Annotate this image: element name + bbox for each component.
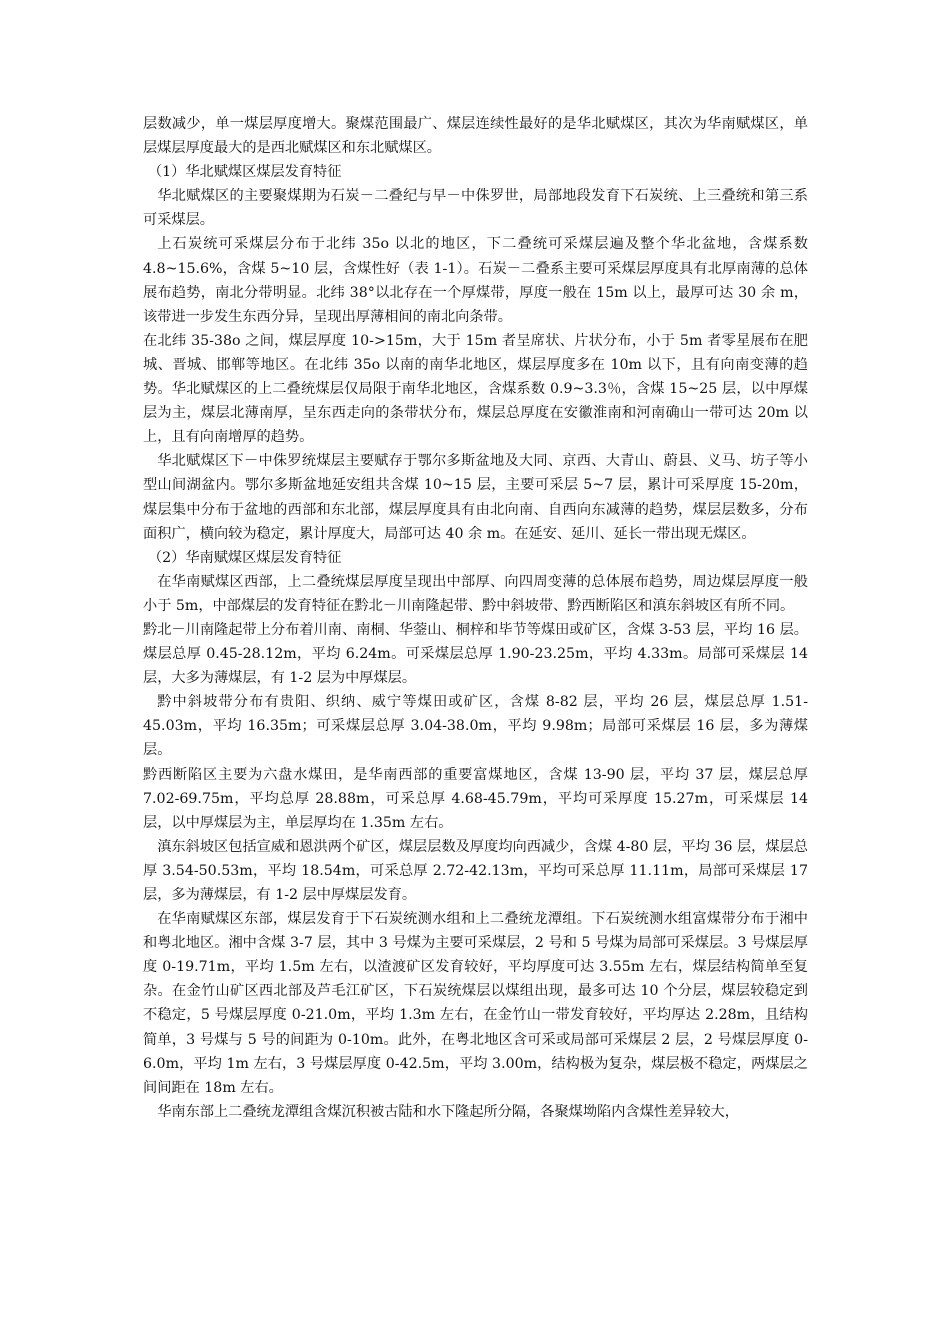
section-heading-north-china: （1）华北赋煤区煤层发育特征 bbox=[147, 164, 342, 181]
paragraph-latitude-35-38: 在北纬 35-38o 之间，煤层厚度 10->15m，大于 15m 者呈席状、片状分布，小于 5m 者零星展布在肥城、晋城、邯郸等地区。在北纬 35o 以南的南华北地区，煤层厚度多在 10m 以下，且有向南变薄的趋势。华北赋煤区的上二叠统煤层仅局限于南华北地区，含煤系数 0.9~3.3％，含煤 15~25 层，以中厚煤层为主，煤层北薄南厚，呈东西走向的条带状分布，煤层总厚度在安徽淮南和河南确山一带可达 20m 以上，且有向南增厚的趋势。 bbox=[143, 332, 808, 446]
paragraph-coal-overview: 层数减少，单一煤层厚度增大。聚煤范围最广、煤层连续性最好的是华北赋煤区，其次为华南赋煤区，单层煤层厚度最大的是西北赋煤区和东北赋煤区。 bbox=[143, 116, 808, 157]
paragraph-upper-carboniferous: 上石炭统可采煤层分布于北纬 35o 以北的地区，下二叠统可采煤层遍及整个华北盆地，含煤系数 4.8~15.6%，含煤 5~10 层，含煤性好（表 1-1）。石炭－二叠系主要可采煤层厚度具有北厚南薄的总体展布趋势，南北分带明显。北纬 38°以北存在一个厚煤带，厚度一般在 15m 以上，最厚可达 30 余 m，该带进一步发生东西分异，呈现出厚薄相间的南北向条带。 bbox=[143, 236, 808, 325]
paragraph-north-china-main-period: 华北赋煤区的主要聚煤期为石炭－二叠纪与早－中侏罗世，局部地段发育下石炭统、上三叠统和第三系可采煤层。 bbox=[143, 188, 808, 229]
paragraph-qianbei-uplift: 黔北－川南隆起带上分布着川南、南桐、华蓥山、桐梓和毕节等煤田或矿区，含煤 3-53 层，平均 16 层。煤层总厚 0.45-28.12m，平均 6.24m。可采煤层总厚 1.90-23.25m，平均 4.33m。局部可采煤层 14 层，大多为薄煤层，有 1-2 层为中厚煤层。 bbox=[143, 621, 808, 687]
document-page bbox=[143, 112, 808, 1124]
paragraph-jurassic-ordos: 华北赋煤区下－中侏罗统煤层主要赋存于鄂尔多斯盆地及大同、京西、大青山、蔚县、义马、坊子等小型山间湖盆内。鄂尔多斯盆地延安组共含煤 10~15 层，主要可采层 5~7 层，累计可采厚度 15-20m，煤层集中分布于盆地的西部和东北部，煤层厚度具有由北向南、自西向东减薄的趋势，煤层层数多，分布面积广，横向较为稳定，累计厚度大，局部可达 40 余 m。在延安、延川、延长一带出现无煤区。 bbox=[143, 453, 808, 542]
paragraph-longtan-formation: 华南东部上二叠统龙潭组含煤沉积被古陆和水下隆起所分隔，各聚煤坳陷内含煤性差异较大， bbox=[157, 1103, 739, 1120]
paragraph-diandong-slope: 滇东斜坡区包括宣威和恩洪两个矿区，煤层层数及厚度均向西减少，含煤 4-80 层，平均 36 层，煤层总厚 3.54-50.53m，平均 18.54m，可采总厚 2.72-42.13m，平均可采总厚 11.11m，局部可采煤层 17 层，多为薄煤层，有 1-2 层中厚煤层发育。 bbox=[143, 838, 808, 903]
section-heading-south-china: （2）华南赋煤区煤层发育特征 bbox=[147, 549, 342, 566]
paragraph-qianxi-depression: 黔西断陷区主要为六盘水煤田，是华南西部的重要富煤地区，含煤 13-90 层，平均 37 层，煤层总厚 7.02-69.75m，平均总厚 28.88m，可采总厚 4.68-45.79m，平均可采厚度 15.27m，可采煤层 14 层，以中厚煤层为主，单层厚均在 1.35m 左右。 bbox=[143, 766, 808, 831]
paragraph-south-china-east: 在华南赋煤区东部，煤层发育于下石炭统测水组和上二叠统龙潭组。下石炭统测水组富煤带分布于湘中和粤北地区。湘中含煤 3-7 层，其中 3 号煤为主要可采煤层，2 号和 5 号煤为局部可采煤层。3 号煤层厚度 0-19.71m，平均 1.5m 左右，以渣渡矿区发育较好，平均厚度可达 3.55m 左右，煤层结构简单至复杂。在金竹山矿区西北部及芦毛江矿区，下石炭统煤层以煤组出现，最多可达 10 个分层，煤层较稳定到不稳定，5 号煤层厚度 0-21.0m，平均 1.3m 左右，在金竹山一带发育较好，平均厚达 2.28m，且结构简单，3 号煤与 5 号的间距为 0-10m。此外，在粤北地区含可采或局部可采煤层 2 层，2 号煤层厚度 0-6.0m，平均 1m 左右，3 号煤层厚度 0-42.5m，平均 3.00m，结构极为复杂，煤层极不稳定，两煤层之间间距在 18m 左右。 bbox=[143, 911, 808, 1096]
paragraph-south-china-west: 在华南赋煤区西部，上二叠统煤层厚度呈现出中部厚、向四周变薄的总体展布趋势，周边煤层厚度一般小于 5m，中部煤层的发育特征在黔北－川南隆起带、黔中斜坡带、黔西断陷区和滇东斜坡区有所不同。 bbox=[143, 573, 808, 614]
paragraph-qianzhong-slope: 黔中斜坡带分布有贵阳、织纳、威宁等煤田或矿区，含煤 8-82 层，平均 26 层，煤层总厚 1.51-45.03m，平均 16.35m；可采煤层总厚 3.04-38.0m，平均 9.98m；局部可采煤层 16 层，多为薄煤层。 bbox=[143, 694, 808, 759]
